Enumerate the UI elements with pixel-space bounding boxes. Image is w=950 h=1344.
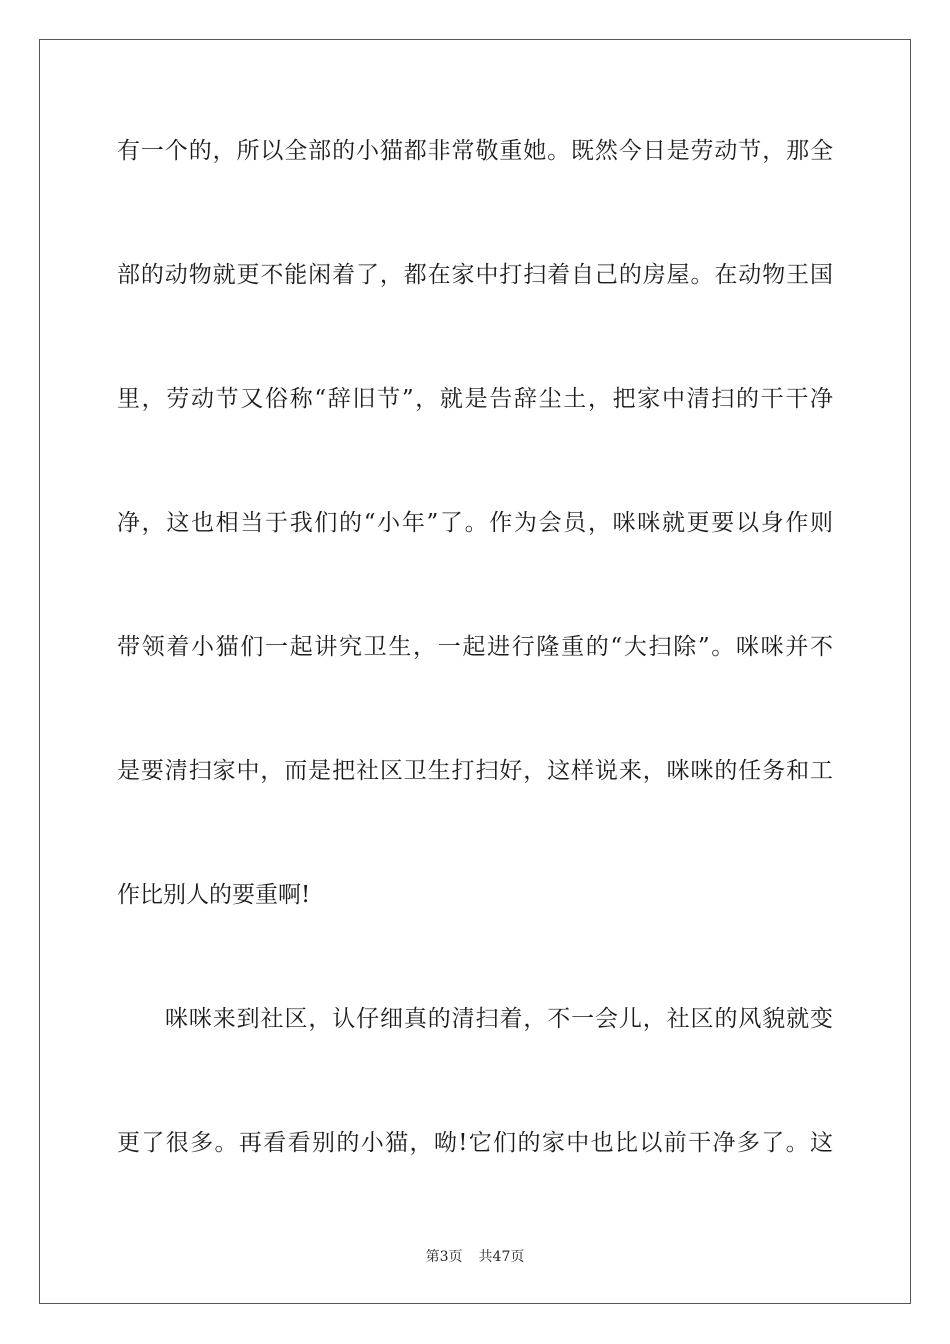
text-line: 带领着小猫们一起讲究卫生，一起进行隆重的“大扫除”。咪咪并不 bbox=[117, 634, 833, 660]
text-line: 部的动物就更不能闲着了，都在家中打扫着自己的房屋。在动物王国 bbox=[117, 262, 833, 288]
text-line: 里，劳动节又俗称“辞旧节”，就是告辞尘土，把家中清扫的干干净 bbox=[117, 386, 833, 412]
page-total: 共47页 bbox=[478, 1249, 525, 1265]
page-footer bbox=[0, 1247, 950, 1267]
text-line: 咪咪来到社区，认仔细真的清扫着，不一会儿，社区的风貌就变 bbox=[165, 1006, 833, 1032]
text-line: 有一个的，所以全部的小猫都非常敬重她。既然今日是劳动节，那全 bbox=[117, 138, 833, 164]
text-line: 更了很多。再看看别的小猫，呦!它们的家中也比以前干净多了。这 bbox=[117, 1130, 833, 1156]
text-line: 净，这也相当于我们的“小年”了。作为会员，咪咪就更要以身作则 bbox=[117, 510, 833, 536]
text-line: 作比别人的要重啊! bbox=[117, 882, 311, 908]
text-line: 是要清扫家中，而是把社区卫生打扫好，这样说来，咪咪的任务和工 bbox=[117, 758, 833, 784]
page-border bbox=[39, 39, 911, 1304]
page-number: 第3页 bbox=[425, 1249, 463, 1265]
